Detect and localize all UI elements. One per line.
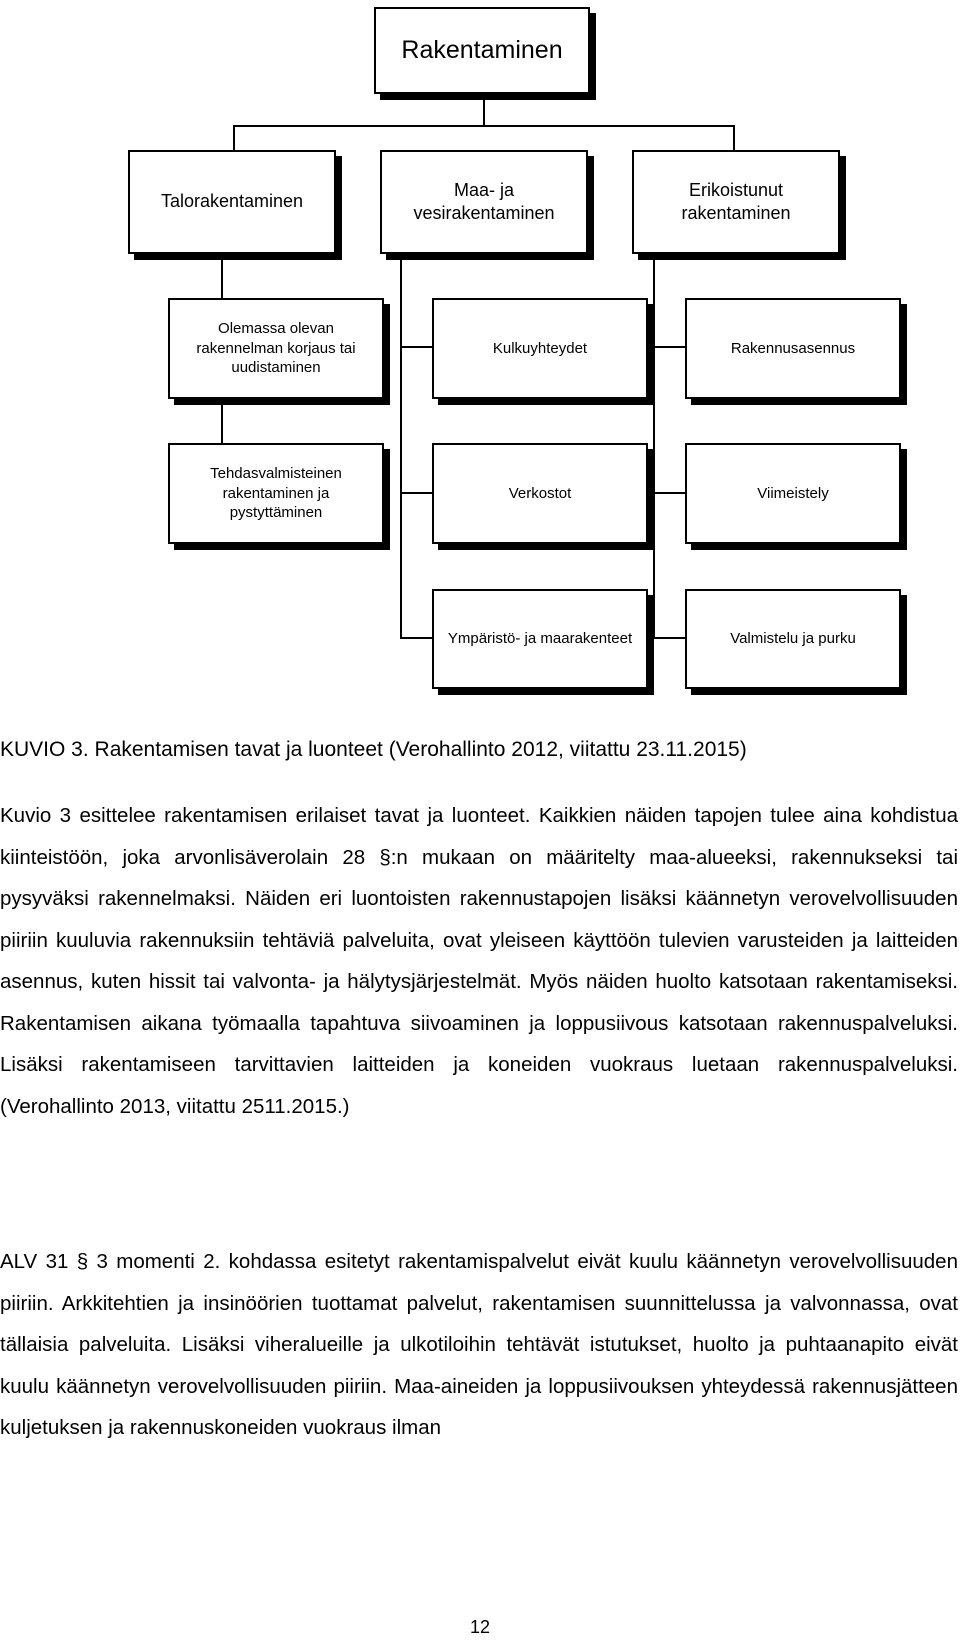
connector-line bbox=[233, 125, 235, 150]
diagram-node-verkostot: Verkostot bbox=[432, 443, 648, 544]
diagram-node-valmistelu-ja-purku: Valmistelu ja purku bbox=[685, 589, 901, 689]
connector-line bbox=[653, 254, 655, 639]
diagram-root-box: Rakentaminen bbox=[374, 7, 590, 94]
diagram-node-ymparisto-ja-maarakenteet: Ympäristö- ja maarakenteet bbox=[432, 589, 648, 689]
connector-line bbox=[653, 492, 685, 494]
paragraph-2: ALV 31 § 3 momenti 2. kohdassa esitetyt rakentamispalvelut eivät kuulu käännetyn verovelvollisuuden piiriin. Arkkitehtien ja insinöörien tuottamat palvelut, rakentamisen suunnittelussa ja valvonnassa, ovat tällaisia palveluita. Lisäksi viheralueille ja ulkotiloihin tehtävät istutukset, huolto ja puhtaanapito eivät kuulu käännetyn verovelvollisuuden piiriin. Maa-aineiden ja loppusiivouksen yhteydessä rakennusjätteen kuljetuksen ja rakennuskoneiden vuokraus ilman bbox=[0, 1250, 958, 1439]
diagram-node-talorakentaminen: Talorakentaminen bbox=[128, 150, 336, 254]
figure-caption: KUVIO 3. Rakentamisen tavat ja luonteet (Verohallinto 2012, viitattu 23.11.2015) bbox=[0, 738, 747, 761]
connector-line bbox=[483, 93, 485, 126]
paragraph-2-block bbox=[0, 1241, 958, 1449]
connector-line bbox=[400, 254, 402, 639]
diagram-node-rakennusasennus: Rakennusasennus bbox=[685, 298, 901, 399]
paragraph-1-block bbox=[0, 795, 958, 1127]
diagram-node-erikoistunut-rakentaminen: Erikoistunut rakentaminen bbox=[632, 150, 840, 254]
diagram-node-viimeistely: Viimeistely bbox=[685, 443, 901, 544]
diagram-node-kulkuyhteydet: Kulkuyhteydet bbox=[432, 298, 648, 399]
connector-line bbox=[400, 492, 432, 494]
connector-line bbox=[733, 125, 735, 150]
page-number: 12 bbox=[470, 1617, 491, 1637]
connector-line bbox=[221, 254, 223, 299]
connector-line bbox=[400, 637, 432, 639]
diagram-node-tehdasvalmisteinen: Tehdasvalmisteinen rakentaminen ja pystyttäminen bbox=[168, 443, 384, 544]
connector-line bbox=[653, 637, 685, 639]
hierarchy-diagram bbox=[0, 0, 960, 720]
connector-line bbox=[400, 346, 432, 348]
paragraph-1: Kuvio 3 esittelee rakentamisen erilaiset tavat ja luonteet. Kaikkien näiden tapojen tulee aina kohdistua kiinteistöön, joka arvonlisäverolain 28 §:n mukaan on määritelty maa-alueeksi, rakennukseksi tai pysyväksi rakennelmaksi. Näiden eri luontoisten rakennustapojen lisäksi käännetyn verovelvollisuuden piiriin kuuluvia rakennuksiin tehtäviä palveluita, ovat yleiseen käyttöön tulevien varusteiden ja laitteiden asennus, kuten hissit tai valvonta- ja hälytysjärjestelmät. Myös näiden huolto katsotaan rakentamiseksi. Rakentamisen aikana työmaalla tapahtuva siivoaminen ja loppusiivous katsotaan rakennuspalveluksi. Lisäksi rakentamiseen tarvittavien laitteiden ja koneiden vuokraus luetaan rakennuspalveluksi. (Verohallinto 2013, viitattu 2511.2015.) bbox=[0, 804, 958, 1118]
diagram-node-korjaus: Olemassa olevan rakennelman korjaus tai uudistaminen bbox=[168, 298, 384, 399]
connector-line bbox=[653, 346, 685, 348]
connector-line bbox=[233, 125, 735, 127]
connector-line bbox=[221, 398, 223, 443]
diagram-node-maa-ja-vesirakentaminen: Maa- ja vesirakentaminen bbox=[380, 150, 588, 254]
